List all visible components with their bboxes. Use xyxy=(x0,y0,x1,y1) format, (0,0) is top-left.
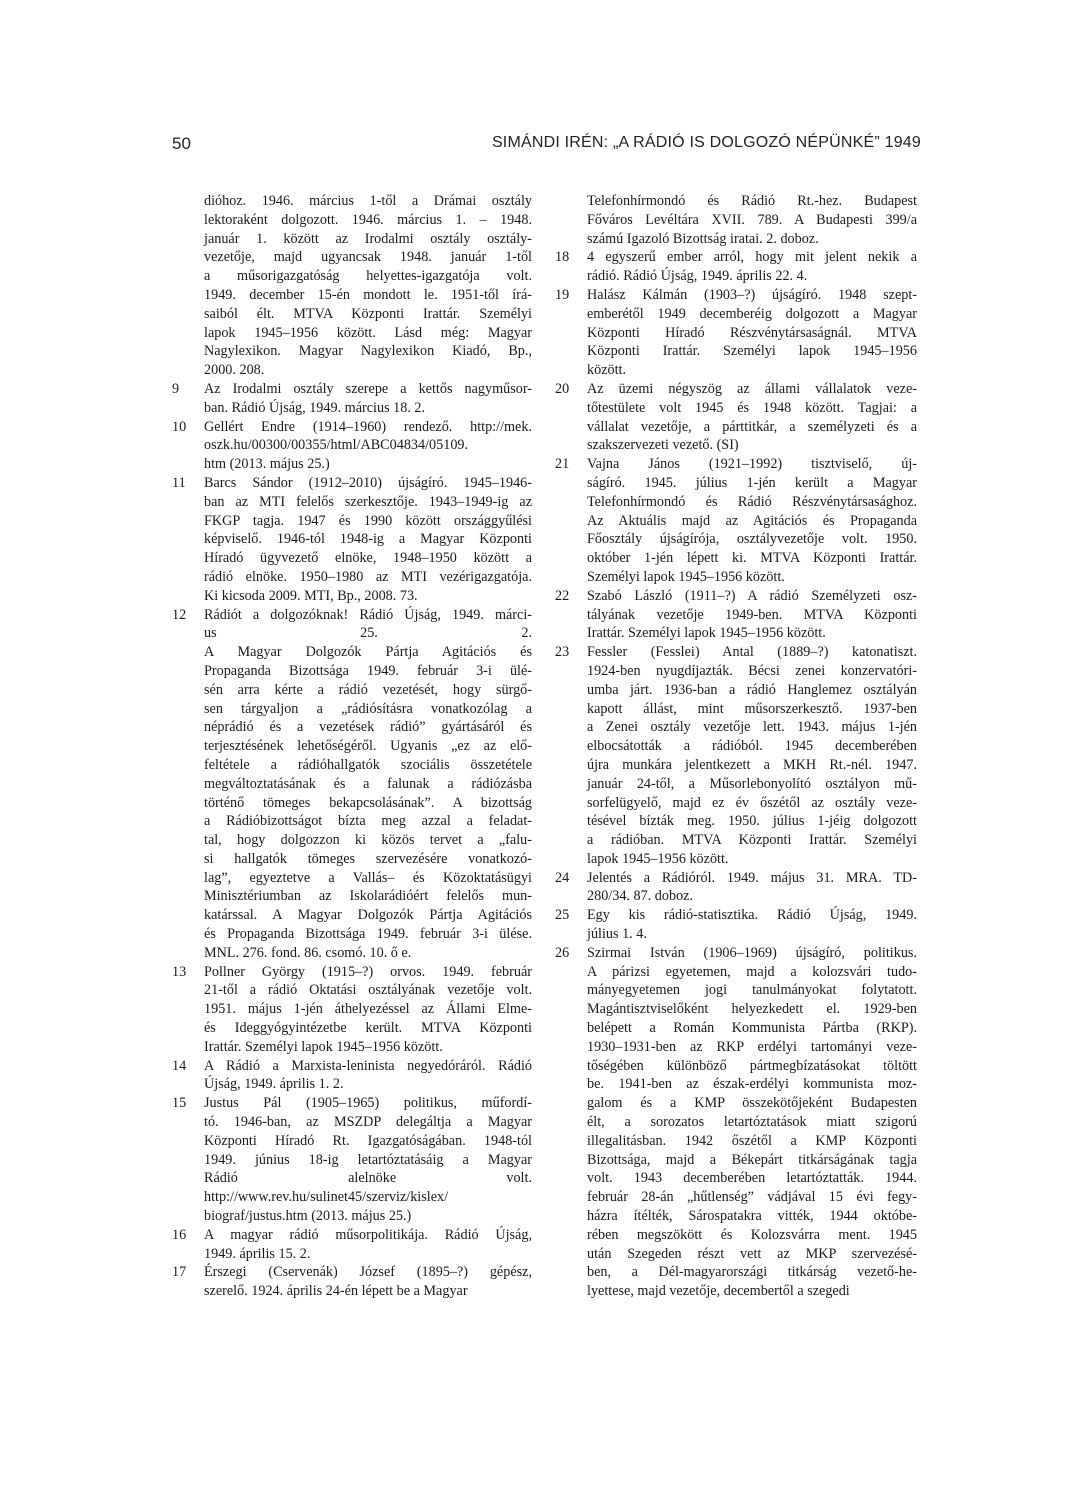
footnote-line: a rádióban. MTVA Központi Irattár. Személyi xyxy=(587,832,917,849)
footnote xyxy=(555,643,917,869)
footnote-line: tésével bízták meg. 1950. július 1-jéig dolgozott xyxy=(587,813,917,830)
footnote-line: rádió elnöke. 1950–1980 az MTI vezérigazgatója. xyxy=(204,568,532,585)
footnote-line: házra ítélték, Sárospatakra vitték, 1944 októbe- xyxy=(587,1208,917,1225)
footnote-line: Szabó László (1911–?) A rádió Személyzeti osz- xyxy=(587,587,917,604)
footnote-line: ban. Rádió Újság, 1949. március 18. 2. xyxy=(204,399,426,416)
footnote-number: 19 xyxy=(555,286,570,303)
footnote xyxy=(555,380,917,455)
footnote-line: Az Irodalmi osztály szerepe a kettős nagyműsor- xyxy=(204,380,532,397)
footnote-number: 20 xyxy=(555,380,570,397)
footnote-line: ban az MTI felelős szerkesztője. 1943–1949-ig az xyxy=(204,493,532,510)
footnote-line: és Propaganda Bizottsága 1949. február 3-i ülése. xyxy=(204,926,532,943)
footnote-line: Rádiót a dolgozóknak! Rádió Újság, 1949. márci- xyxy=(204,606,532,623)
footnote xyxy=(172,192,532,380)
footnote-line: Barcs Sándor (1912–2010) újságíró. 1945–1946- xyxy=(204,474,532,491)
footnote xyxy=(555,944,917,1301)
left-column-notes xyxy=(172,192,532,1301)
footnote-line: számú Igazoló Bizottság iratai. 2. doboz. xyxy=(587,230,819,247)
footnote-line: 4 egyszerű ember arról, hogy mit jelent nekik a xyxy=(587,249,917,266)
footnote-line: Az üzemi négyszög az állami vállalatok veze- xyxy=(587,380,917,397)
footnote-line: vezetője, majd ugyancsak 1948. január 1-től xyxy=(204,249,532,266)
footnote-line: lektoraként dolgozott. 1946. március 1. – 1948. xyxy=(204,211,532,228)
footnote-line: január 24-től, a Műsorlebonyolító osztályon mű- xyxy=(587,775,917,792)
footnote xyxy=(555,869,917,907)
footnote xyxy=(172,474,532,606)
footnote-line: Főváros Levéltára XVII. 789. A Budapesti 399/a xyxy=(587,211,917,228)
footnote-number: 10 xyxy=(172,418,187,435)
footnote xyxy=(555,587,917,643)
footnote-line: si hallgatók tömeges szervezésére vonatkozó- xyxy=(204,850,532,867)
footnote-line: vállalat vezetője, a párttitkár, a személyzeti és a xyxy=(587,418,917,435)
footnote-line: 1930–1931-ben az RKP erdélyi tartományi veze- xyxy=(587,1038,917,1055)
footnote-line: Híradó ügyvezető elnöke, 1948–1950 között a xyxy=(204,550,532,567)
footnote-line: Jelentés a Rádióról. 1949. május 31. MRA. TD- xyxy=(587,869,917,886)
footnote-line: Egy kis rádió-statisztika. Rádió Újság, 1949. xyxy=(587,907,917,924)
footnote-line: lag”, egyeztetve a Vallás– és Közoktatásügyi xyxy=(204,869,532,886)
footnote-line: illegalitásban. 1942 őszétől a KMP Központi xyxy=(587,1132,917,1149)
footnote-number: 26 xyxy=(555,944,570,961)
footnote xyxy=(172,1057,532,1095)
footnote-line: között. xyxy=(587,362,627,379)
footnote-line: és Ideggyógyintézetbe került. MTVA Központi xyxy=(204,1020,532,1037)
footnote-line: feltétele a rádióhallgatók szociális összetétele xyxy=(204,756,532,773)
footnote xyxy=(172,963,532,1057)
footnote-line: tó. 1946-ban, az MSZDP delegáltja a Magyar xyxy=(204,1114,532,1131)
footnote-line: Bizottsága, majd a Békepárt titkárságának tagja xyxy=(587,1151,917,1168)
footnote-line: a Zenei osztály vezetője lett. 1943. május 1-jén xyxy=(587,719,917,736)
footnote xyxy=(172,380,532,418)
footnote-line: 1949. december 15-én mondott le. 1951-től írá- xyxy=(204,286,532,303)
footnote-line: dióhoz. 1946. március 1-től a Drámai osztály xyxy=(204,193,532,209)
footnote-line: http://www.rev.hu/sulinet45/szerviz/kislex/ xyxy=(204,1189,449,1206)
footnote-line: február 28-án „hűtlenség” vádjával 15 évi fegy- xyxy=(587,1189,917,1206)
footnote-line: képviselő. 1946-tól 1948-ig a Magyar Központi xyxy=(204,531,532,548)
footnote-line: Irattár. Személyi lapok 1945–1956 között. xyxy=(204,1038,443,1055)
footnote-line: volt. 1943 decemberében letartóztatták. 1944. xyxy=(587,1170,917,1187)
footnote-number: 23 xyxy=(555,644,570,661)
page-number: 50 xyxy=(172,134,191,153)
footnote-line: Propaganda Bizottsága 1949. február 3-i ülé- xyxy=(204,662,532,679)
footnote-line: 21-től a rádió Oktatási osztályának vezetője volt. xyxy=(204,982,532,999)
footnote-line: ben, a Dél-magyarországi titkárság vezető-he- xyxy=(587,1264,917,1281)
footnote-number: 15 xyxy=(172,1095,187,1112)
footnote-line: élt, a sorozatos letartóztatások miatt szigorú xyxy=(587,1114,917,1131)
footnote-line: FKGP tagja. 1947 és 1990 között országgyűlési xyxy=(204,512,532,529)
footnote-number: 25 xyxy=(555,907,570,924)
footnote-line: Halász Kálmán (1903–?) újságíró. 1948 szept- xyxy=(587,286,917,303)
footnote-line: Irattár. Személyi lapok 1945–1956 között. xyxy=(587,625,826,642)
footnote-line: Központi Híradó Részvénytársaságnál. MTVA xyxy=(587,324,917,341)
footnote-line: tal, hogy dolgozzon ki közös tervet a „falu- xyxy=(204,832,532,849)
footnote-line: lyettese, majd vezetője, decembertől a szegedi xyxy=(587,1283,850,1300)
footnote-line: Újság, 1949. április 1. 2. xyxy=(204,1076,344,1093)
footnote-line: emberétől 1949 decemberéig dolgozott a Magyar xyxy=(587,305,917,322)
footnote-line: umba járt. 1936-ban a rádió Hanglemez osztályán xyxy=(587,681,917,698)
footnote-line: Szirmai István (1906–1969) újságíró, politikus. xyxy=(587,944,917,961)
footnote xyxy=(172,1094,532,1226)
footnote xyxy=(555,455,917,587)
footnote-line: A párizsi egyetemen, majd a kolozsvári tudo- xyxy=(587,963,917,980)
footnote-line: Az Aktuális majd az Agitációs és Propaganda xyxy=(587,512,917,529)
footnote-line: sén arra kérte a rádió vezetését, hogy sürgő- xyxy=(204,681,532,698)
footnote-line: 2000. 208. xyxy=(204,362,265,379)
footnote-line: rében megszökött és Kolozsvárra ment. 1945 xyxy=(587,1226,917,1243)
footnote-line: elbocsátották a rádióból. 1945 decemberében xyxy=(587,738,917,755)
running-title: SIMÁNDI IRÉN: „A RÁDIÓ IS DOLGOZÓ NÉPÜNKÉ” 1949 xyxy=(491,134,921,151)
footnote-line: terjesztésének lehetőségéről. Ugyanis „ez az elő- xyxy=(204,738,532,755)
footnote xyxy=(555,192,917,248)
footnote-line: október 1-jén lépett ki. MTVA Központi Irattár. xyxy=(587,550,917,567)
footnote-line: A Magyar Dolgozók Pártja Agitációs és xyxy=(204,644,532,661)
footnote-line: néprádió és a vezetések rádió” gyártásáról és xyxy=(204,719,532,736)
right-column-notes xyxy=(555,192,917,1301)
footnote-line: tőségében különböző pártmegbízatásokat töltött xyxy=(587,1057,917,1074)
footnote-line: 1951. május 1-jén áthelyezéssel az Állami Elme- xyxy=(204,1001,532,1018)
footnote-line: 280/34. 87. doboz. xyxy=(587,888,694,905)
footnote-line: megváltoztatásának és a falunak a rádiózásba xyxy=(204,775,532,792)
footnote-number: 11 xyxy=(172,474,186,491)
footnote-line: tályának vezetője 1949-ben. MTVA Központi xyxy=(587,606,917,623)
footnote-line: Nagylexikon. Magyar Nagylexikon Kiadó, Bp., xyxy=(204,343,532,360)
footnote-line: MNL. 276. fond. 86. csomó. 10. ő e. xyxy=(204,944,412,961)
footnote-number: 22 xyxy=(555,587,570,604)
footnote-line: Főosztály újságírója, osztályvezetője volt. 1950. xyxy=(587,531,917,548)
footnote xyxy=(555,248,917,286)
footnote-line: sen tárgyaljon a „rádiósításra vonatkozólag a xyxy=(204,700,532,717)
footnote-number: 9 xyxy=(172,380,180,397)
footnote-line: 1949. április 15. 2. xyxy=(204,1245,311,1262)
footnote-line: A Rádió a Marxista-leninista negyedóráról. Rádió xyxy=(204,1057,532,1074)
footnote-number: 17 xyxy=(172,1264,187,1281)
footnote xyxy=(555,286,917,380)
footnote-line: Vajna János (1921–1992) tisztviselő, új- xyxy=(587,456,917,473)
footnote-line: 1924-ben nyugdíjazták. Bécsi zenei konzervatóri- xyxy=(587,662,917,679)
footnote-line: oszk.hu/00300/00355/html/ABC04834/05109. xyxy=(204,437,469,454)
footnote-line: Személyi lapok 1945–1956 között. xyxy=(587,568,785,585)
footnote-line: történő tömeges bekapcsolásának”. A bizottság xyxy=(204,794,532,811)
footnote xyxy=(172,606,532,963)
footnote-line: kapott állást, mint műsorszerkesztő. 1937-ben xyxy=(587,700,917,717)
footnote-line: Minisztériumban az Iskolarádióért felelős mun- xyxy=(204,888,532,905)
footnote-number: 13 xyxy=(172,963,187,980)
footnote-line: Justus Pál (1905–1965) politikus, műfordí- xyxy=(204,1095,532,1112)
footnote-number: 21 xyxy=(555,456,570,473)
footnote-number: 14 xyxy=(172,1057,187,1074)
footnote xyxy=(555,906,917,944)
footnote xyxy=(172,1226,532,1264)
footnote-line: galom és a KMP összekötőjeként Budapesten xyxy=(587,1095,917,1112)
footnote-line: lapok 1945–1956 között. xyxy=(587,850,729,867)
footnote-line: belépett a Román Kommunista Pártba (RKP). xyxy=(587,1020,917,1037)
footnote-line: Gellért Endre (1914–1960) rendező. http://mek. xyxy=(204,418,532,435)
footnote-line: 1949. június 18-ig letartóztatásáig a Magyar xyxy=(204,1151,532,1168)
footnote-number: 12 xyxy=(172,606,187,623)
footnote-number: 16 xyxy=(172,1226,187,1243)
footnote-line: biograf/justus.htm (2013. május 25.) xyxy=(204,1208,412,1225)
footnote-number: 18 xyxy=(555,249,570,266)
footnote-line: be. 1941-ben az észak-erdélyi kommunista moz- xyxy=(587,1076,917,1093)
footnote-line: július 1. 4. xyxy=(587,926,647,943)
footnote-line: tőtestülete volt 1945 és 1948 között. Tagjai: a xyxy=(587,399,917,416)
footnote-line: a Rádióbizottságot bízta meg azzal a feladat- xyxy=(204,813,532,830)
footnote-line: ságíró. 1945. július 1-jén került a Magyar xyxy=(587,474,917,491)
footnote-line: lapok 1945–1956 között. Lásd még: Magyar xyxy=(204,324,532,341)
footnote-line: január 1. között az Irodalmi osztály osztály- xyxy=(204,230,532,247)
footnote-line: után Szegeden részt vett az MKP szervezésé- xyxy=(587,1245,917,1262)
footnote-line: Érszegi (Cservenák) József (1895–?) gépész, xyxy=(204,1264,532,1281)
footnote-line: Ki kicsoda 2009. MTI, Bp., 2008. 73. xyxy=(204,587,418,604)
footnote-line: mányegyetemen jogi tanulmányokat folytatott. xyxy=(587,982,917,999)
footnote-line: sorfelügyelő, majd ez év őszétől az osztály veze- xyxy=(587,794,917,811)
footnote-line: Központi Irattár. Személyi lapok 1945–1956 xyxy=(587,343,917,360)
footnote-line: A magyar rádió műsorpolitikája. Rádió Újság, xyxy=(204,1226,532,1243)
footnote-line: Központi Híradó Rt. Igazgatóságában. 1948-tól xyxy=(204,1132,532,1149)
footnote-line: újra munkára jelentkezett a MKH Rt.-nél. 1947. xyxy=(587,756,917,773)
footnote-line: Telefonhírmondó és Rádió Rt.-hez. Budapest xyxy=(587,193,917,209)
footnote-line: Telefonhírmondó és Rádió Részvénytársasághoz. xyxy=(587,493,917,510)
footnote-line: szerelő. 1924. április 24-én lépett be a Magyar xyxy=(204,1283,468,1300)
footnote-line: Pollner György (1915–?) orvos. 1949. február xyxy=(204,963,532,980)
footnote-line: htm (2013. május 25.) xyxy=(204,456,330,473)
footnote-line: rádió. Rádió Újság, 1949. április 22. 4. xyxy=(587,268,808,285)
footnote-line: katárssal. A Magyar Dolgozók Pártja Agitációs xyxy=(204,907,532,924)
footnote-line: a műsorigazgatóság helyettes-igazgatója volt. xyxy=(204,268,532,285)
footnote-number: 24 xyxy=(555,869,570,886)
footnote-line: us 25. 2. xyxy=(204,625,532,642)
footnote-line: Magántisztviselőként helyezkedett el. 1929-ben xyxy=(587,1001,917,1018)
footnote-line: saiból élt. MTVA Központi Irattár. Személyi xyxy=(204,305,532,322)
footnote-line: szakszervezeti vezető. (SI) xyxy=(587,437,739,454)
footnote xyxy=(172,1263,532,1301)
footnote-line: Fessler (Fesslei) Antal (1889–?) katonatiszt. xyxy=(587,644,917,661)
footnote-line: Rádió alelnöke volt. xyxy=(204,1170,532,1187)
footnote xyxy=(172,418,532,474)
